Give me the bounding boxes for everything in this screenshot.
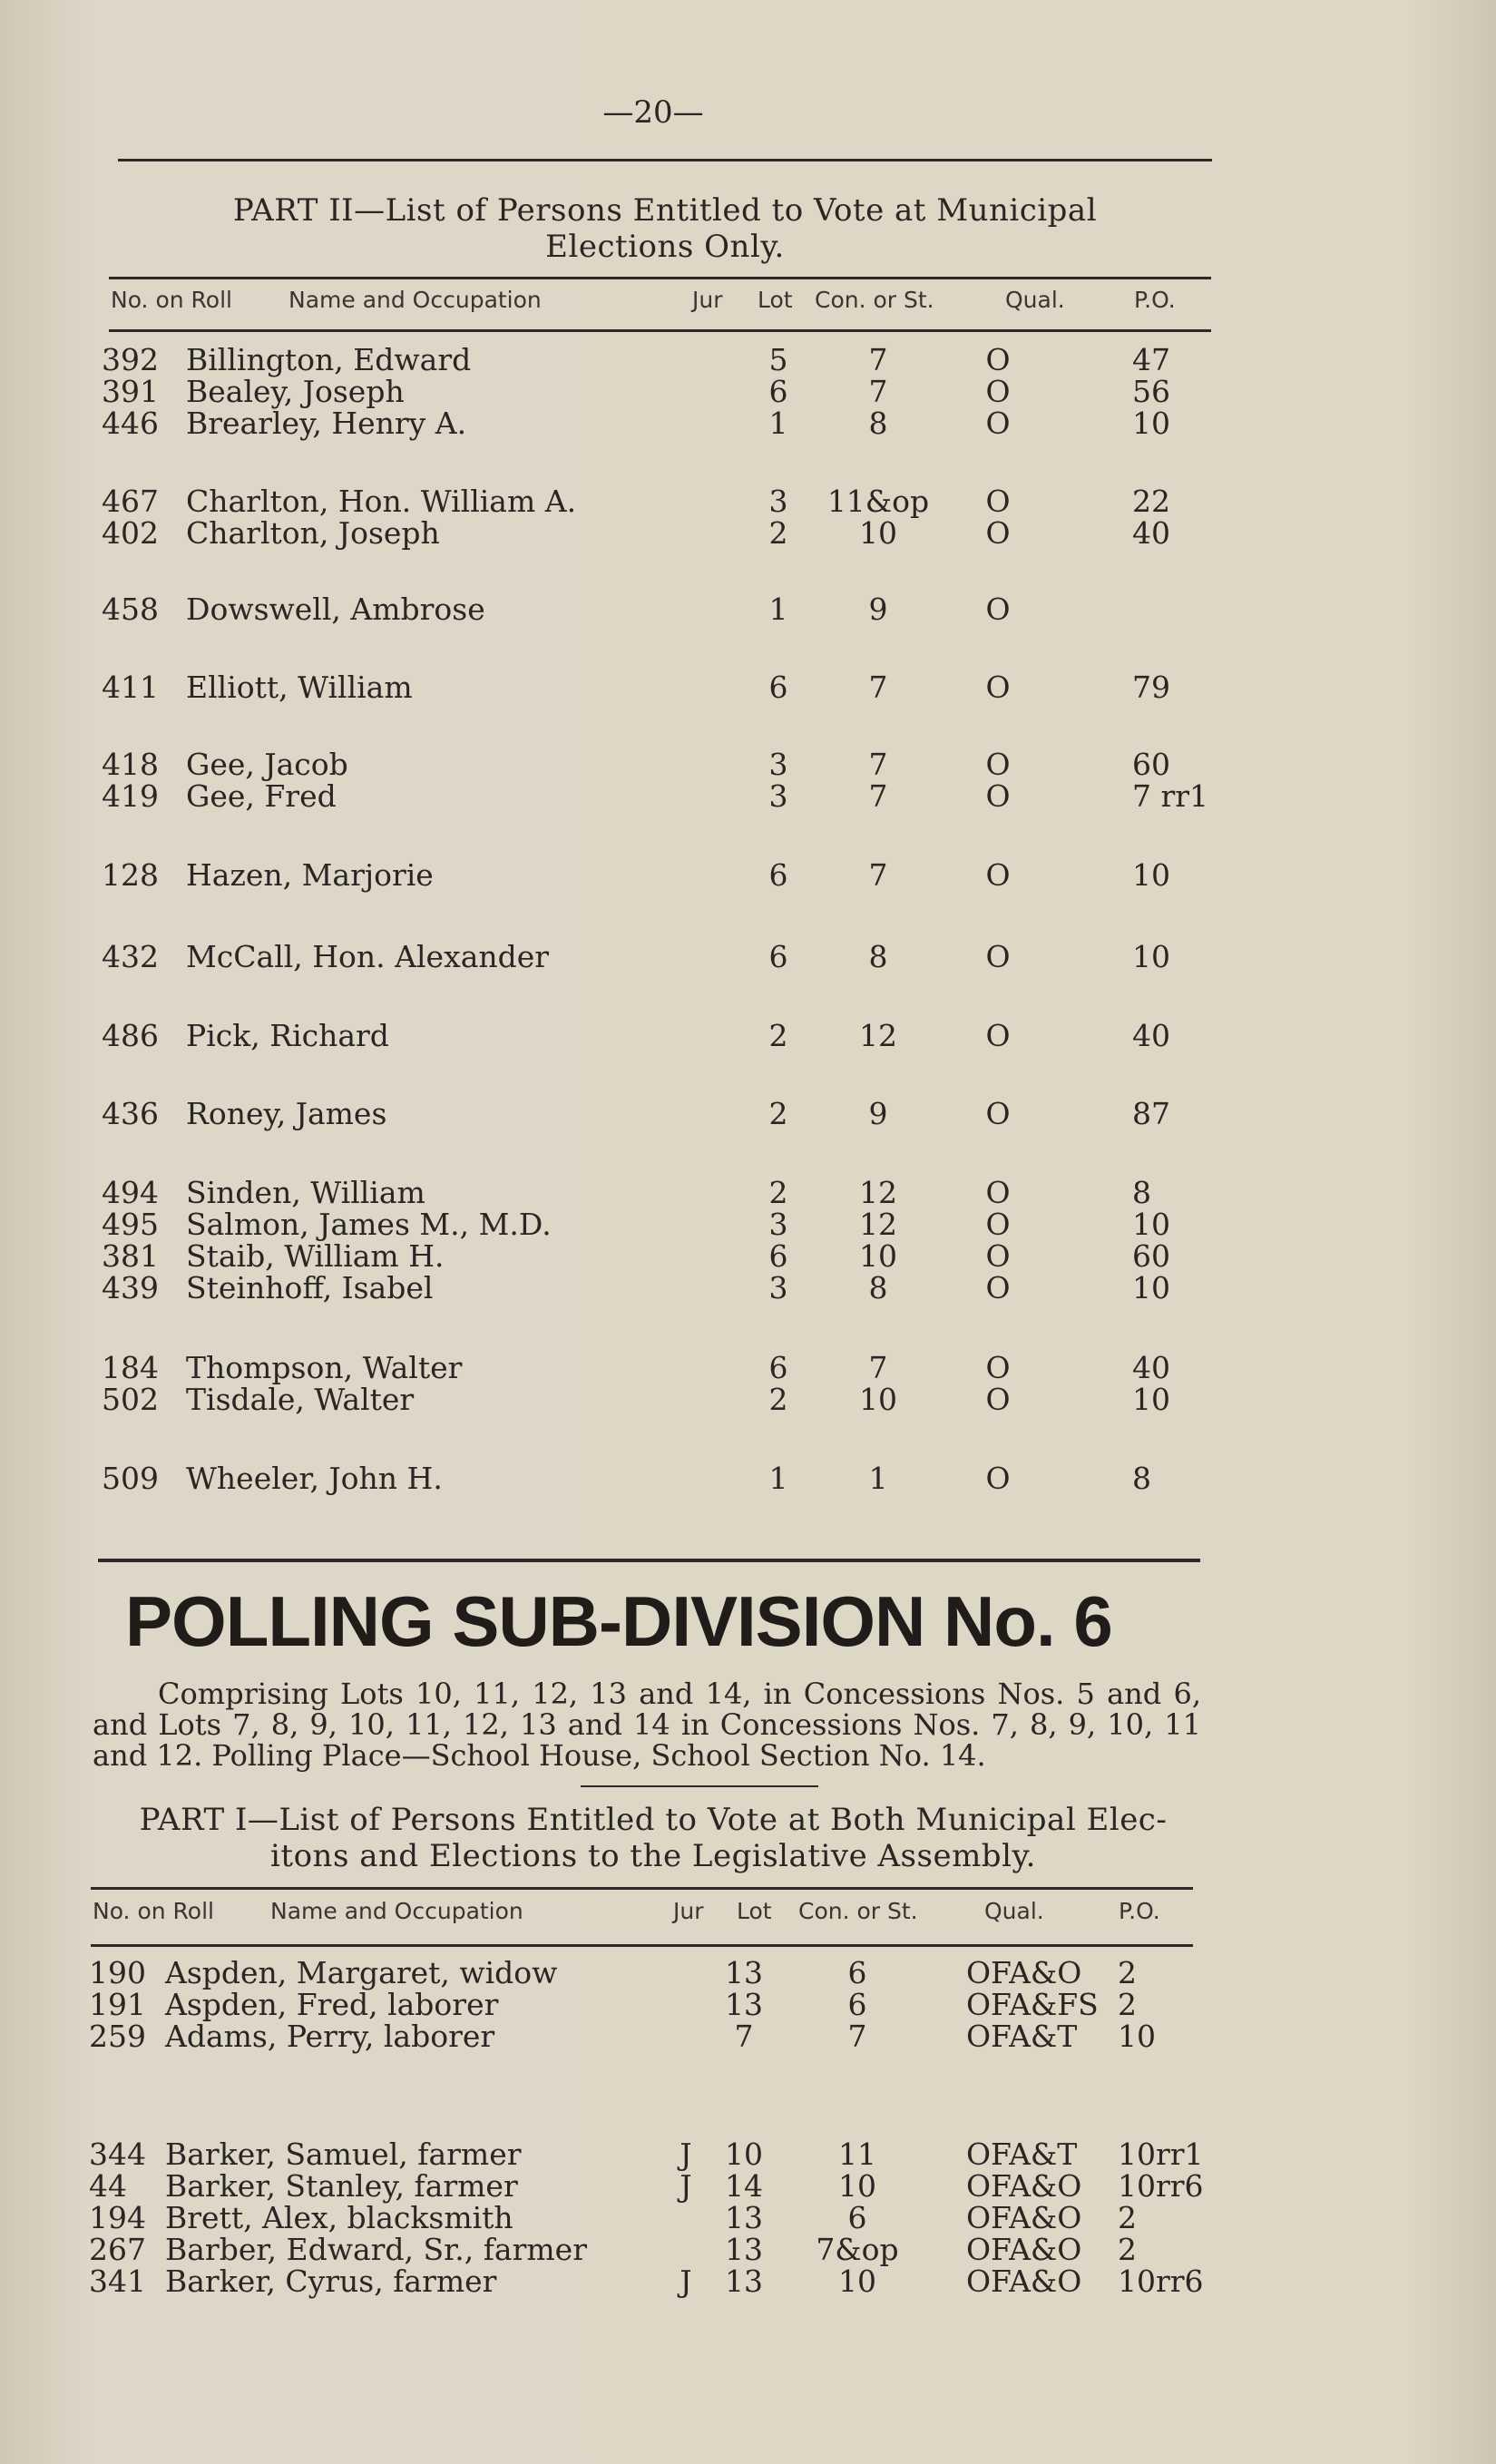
part2-row-12-po: 87 bbox=[1132, 1096, 1170, 1131]
part2-row-8-no: 419 bbox=[102, 778, 159, 814]
part2-row-9-con: 7 bbox=[868, 857, 888, 893]
part2-row-2-con: 8 bbox=[868, 406, 888, 441]
part2-row-8-po: 7 rr1 bbox=[1132, 778, 1209, 814]
part1-row-5-con: 6 bbox=[847, 2200, 867, 2235]
part2-row-11-con: 12 bbox=[859, 1018, 897, 1053]
part2-row-9-lot: 6 bbox=[768, 857, 788, 893]
part2-title-line2: Elections Only. bbox=[545, 229, 785, 265]
part2-row-0-qual: O bbox=[985, 342, 1011, 377]
part1-row-4-no: 44 bbox=[89, 2168, 127, 2204]
part2-row-11-qual: O bbox=[985, 1018, 1011, 1053]
part2-row-6-no: 411 bbox=[102, 670, 159, 705]
part1-row-4-po: 10rr6 bbox=[1118, 2168, 1204, 2204]
part2-row-19-po: 8 bbox=[1132, 1461, 1151, 1496]
part2-row-2-no: 446 bbox=[102, 406, 159, 441]
part2-row-0-lot: 5 bbox=[768, 342, 788, 377]
part1-row-2-no: 259 bbox=[89, 2019, 146, 2054]
part2-header-bottom-rule bbox=[109, 329, 1211, 332]
part1-row-6-name: Barber, Edward, Sr., farmer bbox=[165, 2232, 587, 2267]
part1-row-2-lot: 7 bbox=[734, 2019, 754, 2054]
part2-row-11-name: Pick, Richard bbox=[186, 1018, 389, 1053]
part2-col-6: P.O. bbox=[1134, 287, 1176, 313]
part1-row-6-no: 267 bbox=[89, 2232, 146, 2267]
part2-row-11-lot: 2 bbox=[768, 1018, 788, 1053]
part2-row-4-qual: O bbox=[985, 515, 1011, 551]
part2-row-13-no: 494 bbox=[102, 1175, 159, 1210]
part2-title bbox=[118, 192, 1212, 265]
part2-row-14-name: Salmon, James M., M.D. bbox=[186, 1207, 552, 1242]
part2-row-19-no: 509 bbox=[102, 1461, 159, 1496]
part1-row-5-no: 194 bbox=[89, 2200, 146, 2235]
part2-row-17-po: 40 bbox=[1132, 1350, 1170, 1385]
part1-row-6-po: 2 bbox=[1118, 2232, 1137, 2267]
part2-row-19-name: Wheeler, John H. bbox=[186, 1461, 443, 1496]
part2-row-1-lot: 6 bbox=[768, 374, 788, 409]
part1-row-7-name: Barker, Cyrus, farmer bbox=[165, 2264, 497, 2299]
part1-col-4: Con. or St. bbox=[798, 1898, 918, 1924]
part2-row-2-lot: 1 bbox=[768, 406, 788, 441]
part2-row-19-con: 1 bbox=[868, 1461, 888, 1496]
part2-row-18-name: Tisdale, Walter bbox=[186, 1382, 415, 1417]
part2-row-5-con: 9 bbox=[868, 592, 888, 627]
top-rule bbox=[118, 159, 1212, 161]
part2-row-5-name: Dowswell, Ambrose bbox=[186, 592, 485, 627]
part1-row-7-no: 341 bbox=[89, 2264, 146, 2299]
part1-row-1-qual: OFA&FS bbox=[966, 1987, 1099, 2022]
subdivision-description bbox=[93, 1678, 1201, 1771]
part1-row-5-name: Brett, Alex, blacksmith bbox=[165, 2200, 513, 2235]
part2-row-17-no: 184 bbox=[102, 1350, 159, 1385]
part2-row-7-po: 60 bbox=[1132, 747, 1170, 782]
part2-row-15-name: Staib, William H. bbox=[186, 1238, 445, 1274]
part2-row-14-po: 10 bbox=[1132, 1207, 1170, 1242]
part2-row-16-po: 10 bbox=[1132, 1270, 1170, 1305]
part1-row-3-no: 344 bbox=[89, 2136, 146, 2172]
part1-row-3-lot: 10 bbox=[725, 2136, 763, 2172]
part2-title-line1: PART II—List of Persons Entitled to Vote at Municipal bbox=[232, 192, 1098, 229]
part2-row-14-no: 495 bbox=[102, 1207, 159, 1242]
part1-row-4-con: 10 bbox=[838, 2168, 876, 2204]
part2-col-3: Lot bbox=[758, 287, 793, 313]
part2-row-13-con: 12 bbox=[859, 1175, 897, 1210]
part1-row-4-qual: OFA&O bbox=[966, 2168, 1082, 2204]
part1-row-2-qual: OFA&T bbox=[966, 2019, 1078, 2054]
part2-row-6-con: 7 bbox=[868, 670, 888, 705]
part2-row-0-con: 7 bbox=[868, 342, 888, 377]
part2-row-16-name: Steinhoff, Isabel bbox=[186, 1270, 434, 1305]
subdivision-heading: POLLING SUB-DIVISION No. 6 bbox=[125, 1581, 1112, 1661]
part1-title bbox=[91, 1802, 1216, 1874]
part2-row-18-lot: 2 bbox=[768, 1382, 788, 1417]
part2-row-4-name: Charlton, Joseph bbox=[186, 515, 440, 551]
part2-row-14-qual: O bbox=[985, 1207, 1011, 1242]
part2-row-3-po: 22 bbox=[1132, 484, 1170, 519]
part2-row-0-po: 47 bbox=[1132, 342, 1170, 377]
part2-row-12-no: 436 bbox=[102, 1096, 159, 1131]
part2-row-8-lot: 3 bbox=[768, 778, 788, 814]
part2-row-7-name: Gee, Jacob bbox=[186, 747, 348, 782]
part2-row-15-con: 10 bbox=[859, 1238, 897, 1274]
part2-row-3-qual: O bbox=[985, 484, 1011, 519]
part2-col-0: No. on Roll bbox=[111, 287, 232, 313]
part2-row-9-name: Hazen, Marjorie bbox=[186, 857, 434, 893]
part2-row-15-qual: O bbox=[985, 1238, 1011, 1274]
part1-row-7-po: 10rr6 bbox=[1118, 2264, 1204, 2299]
part2-row-5-qual: O bbox=[985, 592, 1011, 627]
part2-row-7-qual: O bbox=[985, 747, 1011, 782]
part2-row-17-name: Thompson, Walter bbox=[186, 1350, 463, 1385]
part2-row-16-lot: 3 bbox=[768, 1270, 788, 1305]
part2-row-16-no: 439 bbox=[102, 1270, 159, 1305]
part2-row-10-con: 8 bbox=[868, 939, 888, 974]
part2-row-12-name: Roney, James bbox=[186, 1096, 387, 1131]
part1-row-6-con: 7&op bbox=[816, 2232, 899, 2267]
part2-row-6-qual: O bbox=[985, 670, 1011, 705]
part2-row-11-no: 486 bbox=[102, 1018, 159, 1053]
part2-row-6-name: Elliott, William bbox=[186, 670, 413, 705]
part2-row-7-con: 7 bbox=[868, 747, 888, 782]
part1-row-0-lot: 13 bbox=[725, 1955, 763, 1990]
part1-col-6: P.O. bbox=[1119, 1898, 1160, 1924]
part2-row-13-name: Sinden, William bbox=[186, 1175, 425, 1210]
part1-row-4-lot: 14 bbox=[725, 2168, 763, 2204]
part2-col-2: Jur bbox=[692, 287, 723, 313]
part2-row-15-no: 381 bbox=[102, 1238, 159, 1274]
part1-title-line1: PART I—List of Persons Entitled to Vote at Both Municipal Elec- bbox=[139, 1802, 1168, 1838]
section-divider-rule bbox=[98, 1559, 1200, 1562]
part2-row-2-name: Brearley, Henry A. bbox=[186, 406, 467, 441]
part1-row-1-no: 191 bbox=[89, 1987, 146, 2022]
part2-row-18-con: 10 bbox=[859, 1382, 897, 1417]
part2-row-3-con: 11&op bbox=[826, 484, 930, 519]
part2-row-6-lot: 6 bbox=[768, 670, 788, 705]
part1-row-0-qual: OFA&O bbox=[966, 1955, 1082, 1990]
part2-row-14-lot: 3 bbox=[768, 1207, 788, 1242]
part2-col-1: Name and Occupation bbox=[288, 287, 542, 313]
part1-row-1-con: 6 bbox=[847, 1987, 867, 2022]
part2-row-15-po: 60 bbox=[1132, 1238, 1170, 1274]
part1-row-7-qual: OFA&O bbox=[966, 2264, 1082, 2299]
part2-row-15-lot: 6 bbox=[768, 1238, 788, 1274]
part2-row-19-lot: 1 bbox=[768, 1461, 788, 1496]
part2-row-8-name: Gee, Fred bbox=[186, 778, 337, 814]
part2-row-2-po: 10 bbox=[1132, 406, 1170, 441]
part1-row-3-jur: J bbox=[680, 2136, 692, 2172]
part2-row-4-lot: 2 bbox=[768, 515, 788, 551]
part2-row-19-qual: O bbox=[985, 1461, 1011, 1496]
part2-row-10-lot: 6 bbox=[768, 939, 788, 974]
part1-row-0-po: 2 bbox=[1118, 1955, 1137, 1990]
part1-row-3-con: 11 bbox=[838, 2136, 876, 2172]
part1-row-2-name: Adams, Perry, laborer bbox=[165, 2019, 495, 2054]
part2-row-1-con: 7 bbox=[868, 374, 888, 409]
part2-row-16-con: 8 bbox=[868, 1270, 888, 1305]
part1-row-3-name: Barker, Samuel, farmer bbox=[165, 2136, 522, 2172]
part2-row-5-no: 458 bbox=[102, 592, 159, 627]
part2-row-3-no: 467 bbox=[102, 484, 159, 519]
part1-row-5-po: 2 bbox=[1118, 2200, 1137, 2235]
part2-row-17-qual: O bbox=[985, 1350, 1011, 1385]
part2-row-10-po: 10 bbox=[1132, 939, 1170, 974]
part2-row-10-name: McCall, Hon. Alexander bbox=[186, 939, 550, 974]
part1-col-0: No. on Roll bbox=[93, 1898, 214, 1924]
page-number: —20— bbox=[602, 94, 704, 131]
part1-row-3-qual: OFA&T bbox=[966, 2136, 1078, 2172]
short-divider-rule bbox=[581, 1785, 818, 1787]
part1-row-6-qual: OFA&O bbox=[966, 2232, 1082, 2267]
part2-row-13-lot: 2 bbox=[768, 1175, 788, 1210]
part2-row-1-qual: O bbox=[985, 374, 1011, 409]
part2-row-16-qual: O bbox=[985, 1270, 1011, 1305]
part2-col-5: Qual. bbox=[1005, 287, 1065, 313]
part2-row-17-con: 7 bbox=[868, 1350, 888, 1385]
part1-header-top-rule bbox=[91, 1887, 1193, 1890]
part2-row-9-po: 10 bbox=[1132, 857, 1170, 893]
part2-row-12-qual: O bbox=[985, 1096, 1011, 1131]
part1-row-7-con: 10 bbox=[838, 2264, 876, 2299]
part2-row-8-qual: O bbox=[985, 778, 1011, 814]
part1-row-1-lot: 13 bbox=[725, 1987, 763, 2022]
part1-row-4-jur: J bbox=[680, 2168, 692, 2204]
part1-row-0-name: Aspden, Margaret, widow bbox=[165, 1955, 558, 1990]
part2-row-0-no: 392 bbox=[102, 342, 159, 377]
part2-row-2-qual: O bbox=[985, 406, 1011, 441]
part1-col-1: Name and Occupation bbox=[270, 1898, 523, 1924]
part2-row-9-no: 128 bbox=[102, 857, 159, 893]
part1-col-5: Qual. bbox=[984, 1898, 1044, 1924]
part2-row-9-qual: O bbox=[985, 857, 1011, 893]
part1-row-1-po: 2 bbox=[1118, 1987, 1137, 2022]
part2-row-5-lot: 1 bbox=[768, 592, 788, 627]
part2-row-10-no: 432 bbox=[102, 939, 159, 974]
part1-col-2: Jur bbox=[673, 1898, 704, 1924]
part2-row-1-po: 56 bbox=[1132, 374, 1170, 409]
part1-row-5-lot: 13 bbox=[725, 2200, 763, 2235]
part2-row-18-qual: O bbox=[985, 1382, 1011, 1417]
part1-col-3: Lot bbox=[737, 1898, 772, 1924]
part1-row-4-name: Barker, Stanley, farmer bbox=[165, 2168, 518, 2204]
part2-row-11-po: 40 bbox=[1132, 1018, 1170, 1053]
part1-row-0-no: 190 bbox=[89, 1955, 146, 1990]
part1-row-5-qual: OFA&O bbox=[966, 2200, 1082, 2235]
part1-row-7-lot: 13 bbox=[725, 2264, 763, 2299]
part2-row-7-no: 418 bbox=[102, 747, 159, 782]
part2-row-17-lot: 6 bbox=[768, 1350, 788, 1385]
part1-row-6-lot: 13 bbox=[725, 2232, 763, 2267]
part2-row-3-name: Charlton, Hon. William A. bbox=[186, 484, 577, 519]
part2-row-1-name: Bealey, Joseph bbox=[186, 374, 405, 409]
part2-row-3-lot: 3 bbox=[768, 484, 788, 519]
part2-row-6-po: 79 bbox=[1132, 670, 1170, 705]
part1-row-7-jur: J bbox=[680, 2264, 692, 2299]
part1-row-2-con: 7 bbox=[847, 2019, 867, 2054]
part2-row-1-no: 391 bbox=[102, 374, 159, 409]
part1-row-2-po: 10 bbox=[1118, 2019, 1156, 2054]
part2-row-4-po: 40 bbox=[1132, 515, 1170, 551]
part1-row-1-name: Aspden, Fred, laborer bbox=[165, 1987, 499, 2022]
part2-row-4-no: 402 bbox=[102, 515, 159, 551]
part2-row-14-con: 12 bbox=[859, 1207, 897, 1242]
part2-row-7-lot: 3 bbox=[768, 747, 788, 782]
part2-row-12-lot: 2 bbox=[768, 1096, 788, 1131]
part2-row-12-con: 9 bbox=[868, 1096, 888, 1131]
part2-row-8-con: 7 bbox=[868, 778, 888, 814]
part2-col-4: Con. or St. bbox=[815, 287, 934, 313]
part2-row-0-name: Billington, Edward bbox=[186, 342, 472, 377]
part2-row-13-qual: O bbox=[985, 1175, 1011, 1210]
part1-row-3-po: 10rr1 bbox=[1118, 2136, 1204, 2172]
part2-header-top-rule bbox=[109, 277, 1211, 279]
part2-row-13-po: 8 bbox=[1132, 1175, 1151, 1210]
part1-header-bottom-rule bbox=[91, 1944, 1193, 1947]
part2-row-18-no: 502 bbox=[102, 1382, 159, 1417]
part2-row-10-qual: O bbox=[985, 939, 1011, 974]
part2-row-18-po: 10 bbox=[1132, 1382, 1170, 1417]
subdivision-description-text: Comprising Lots 10, 11, 12, 13 and 14, in Concessions Nos. 5 and 6, and Lots 7, 8, 9, 10, 11, 12, 13 and 14 in Concessions Nos. 7, 8, 9, 10, 11 and 12. Polling Place—School House, School Section No. 14. bbox=[93, 1677, 1201, 1773]
part1-row-0-con: 6 bbox=[847, 1955, 867, 1990]
part2-row-4-con: 10 bbox=[859, 515, 897, 551]
part1-title-line2: itons and Elections to the Legislative Assembly. bbox=[270, 1838, 1036, 1874]
